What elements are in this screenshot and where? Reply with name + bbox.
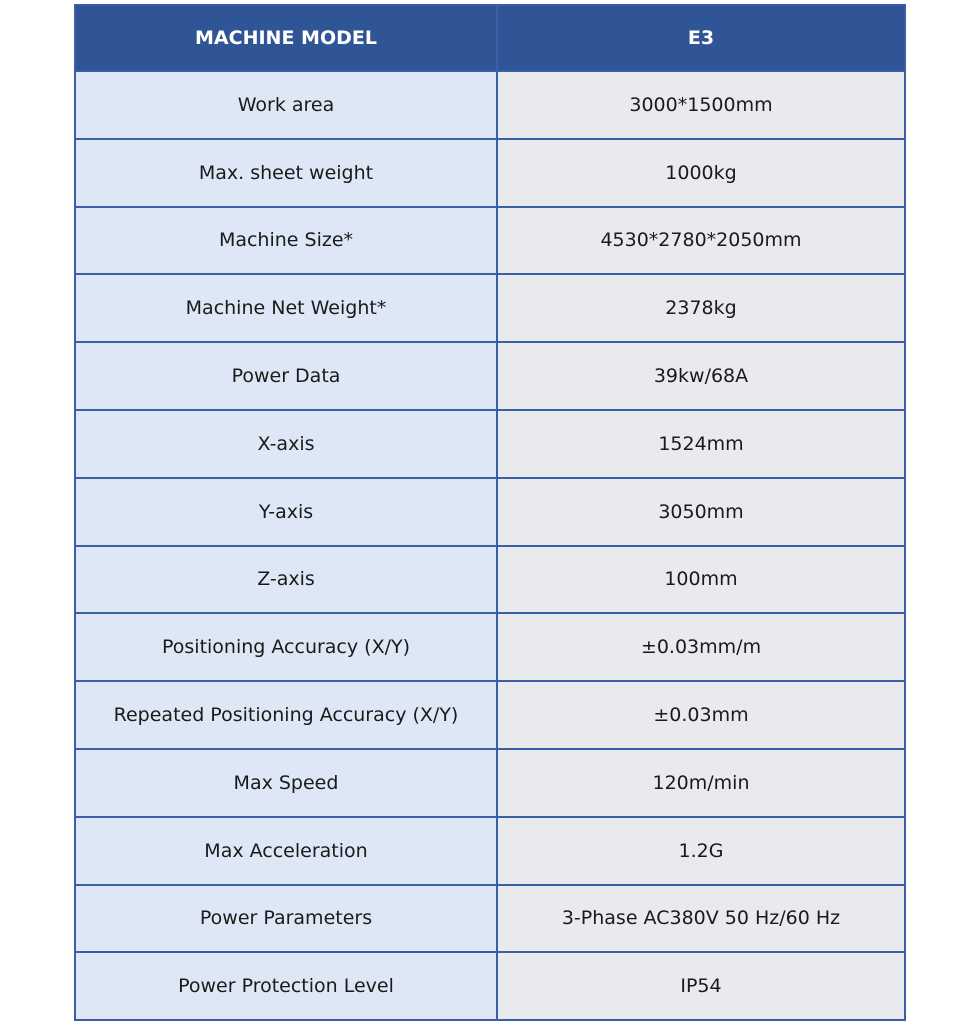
row-value: 1000kg: [497, 139, 905, 207]
row-label: Max Speed: [75, 749, 497, 817]
table-row: [75, 885, 905, 953]
table-row: [75, 71, 905, 139]
row-value: 120m/min: [497, 749, 905, 817]
row-label: Machine Net Weight*: [75, 274, 497, 342]
table-row: [75, 139, 905, 207]
row-label: Repeated Positioning Accuracy (X/Y): [75, 681, 497, 749]
row-label: Max. sheet weight: [75, 139, 497, 207]
spec-table: [74, 4, 906, 1021]
row-value: 1.2G: [497, 817, 905, 885]
table-row: [75, 546, 905, 614]
row-value: ±0.03mm/m: [497, 613, 905, 681]
header-model: E3: [497, 5, 905, 71]
table-row: [75, 342, 905, 410]
table-row: [75, 478, 905, 546]
table-row: [75, 749, 905, 817]
table-row: [75, 613, 905, 681]
row-value: 3000*1500mm: [497, 71, 905, 139]
row-label: Power Data: [75, 342, 497, 410]
row-value: 3050mm: [497, 478, 905, 546]
table-row: [75, 681, 905, 749]
header-label: MACHINE MODEL: [75, 5, 497, 71]
row-value: 100mm: [497, 546, 905, 614]
row-value: 39kw/68A: [497, 342, 905, 410]
table-row: [75, 952, 905, 1020]
row-value: 1524mm: [497, 410, 905, 478]
table-row: [75, 274, 905, 342]
table-header-row: [75, 5, 905, 71]
row-value: 2378kg: [497, 274, 905, 342]
row-label: X-axis: [75, 410, 497, 478]
row-label: Z-axis: [75, 546, 497, 614]
table-row: [75, 410, 905, 478]
row-label: Positioning Accuracy (X/Y): [75, 613, 497, 681]
row-label: Power Parameters: [75, 885, 497, 953]
table-row: [75, 817, 905, 885]
row-label: Max Acceleration: [75, 817, 497, 885]
row-label: Work area: [75, 71, 497, 139]
row-value: IP54: [497, 952, 905, 1020]
row-label: Machine Size*: [75, 207, 497, 275]
row-value: ±0.03mm: [497, 681, 905, 749]
row-value: 3-Phase AC380V 50 Hz/60 Hz: [497, 885, 905, 953]
row-value: 4530*2780*2050mm: [497, 207, 905, 275]
row-label: Y-axis: [75, 478, 497, 546]
table-row: [75, 207, 905, 275]
row-label: Power Protection Level: [75, 952, 497, 1020]
